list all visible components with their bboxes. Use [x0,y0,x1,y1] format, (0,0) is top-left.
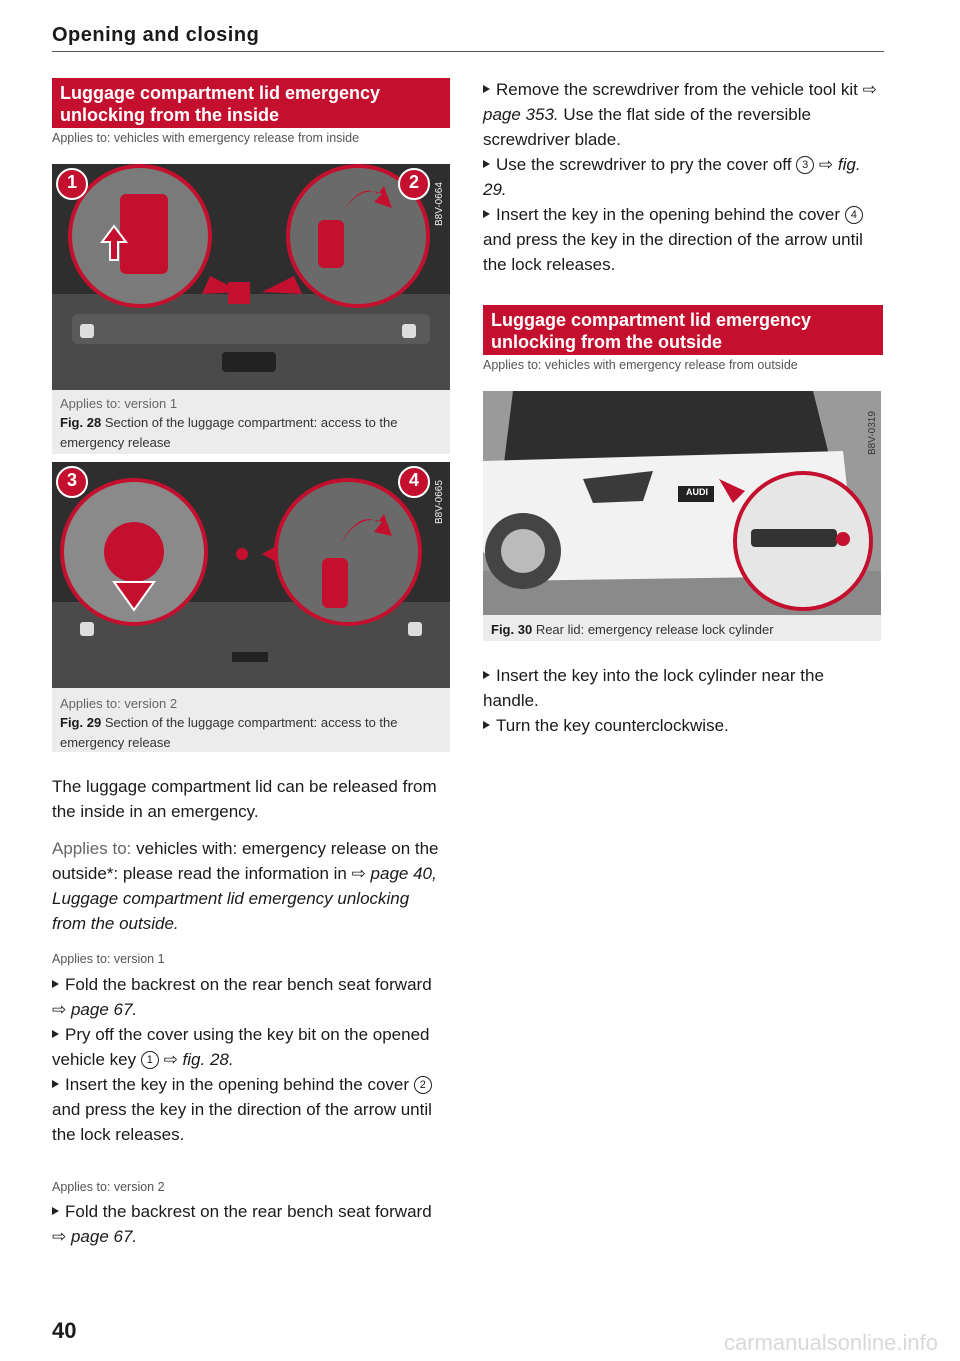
audi-badge: AUDI [686,487,708,497]
figure-28 [52,164,450,454]
figure-28-caption: Fig. 28 Section of the luggage compartment: access to the emergency release [60,415,398,450]
v2-bullet-1: Fold the backrest on the rear bench seat forward ⇨ page 67. [52,1202,432,1246]
v1-bullet-2-ref[interactable]: ⇨ fig. 28. [163,1050,234,1069]
r-bullet-1-ref[interactable]: ⇨ page 353. [483,80,877,124]
bullet-marker [483,671,490,679]
figure-28-code: B8V-0664 [434,182,445,226]
marker-3: 3 [66,470,77,490]
watermark: carmanualsonline.info [723,1330,938,1355]
v1-bullet-3: Insert the key in the opening behind the cover 2 and press the key in the direction of the arrow until the lock releases. [52,1075,432,1144]
figure-30-image [483,391,881,615]
page-number: 40 [52,1318,77,1343]
circled-number-2: 2 [414,1076,432,1094]
figure-28-image [52,164,450,390]
marker-1: 1 [66,172,77,192]
r-bullet-3: Insert the key in the opening behind the cover 4 and press the key in the direction of the arrow until the lock releases. [483,205,863,274]
r-bullet-5: Turn the key counterclockwise. [483,713,881,738]
figure-29-caption: Fig. 29 Section of the luggage compartment: access to the emergency release [60,715,398,750]
bullet-marker [483,85,490,93]
trunk-interior-illustration [52,164,450,390]
section-title-inside: Luggage compartment lid emergency unlocking from the inside [52,78,450,128]
applies-to-outside: Applies to: vehicles with emergency release from outside [483,358,798,372]
v1-bullet-2: Pry off the cover using the key bit on the opened vehicle key 1 ⇨ fig. 28. [52,1025,430,1069]
version-2-label: Applies to: version 2 [52,1180,165,1194]
r-bullet-4: Insert the key into the lock cylinder near the handle. [483,666,824,710]
circled-number-1: 1 [141,1051,159,1069]
v1-bullet-1-ref[interactable]: ⇨ page 67. [52,1000,138,1019]
applies-outside-paragraph: Applies to: vehicles with: emergency release on the outside*: please read the information in ⇨ page 40, Luggage compartment lid emergency unlocking from the outside. [52,839,439,933]
figure-30 [483,391,881,641]
bullet-marker [483,721,490,729]
figure-30-caption: Fig. 30 Rear lid: emergency release lock cylinder [491,622,774,637]
figure-29-applies: Applies to: version 2 [60,696,178,711]
page-header-title: Opening and closing [52,24,260,46]
v1-bullet-1: Fold the backrest on the rear bench seat forward ⇨ page 67. [52,975,432,1019]
figure-29-code: B8V-0665 [434,480,445,524]
marker-2: 2 [408,172,419,192]
bullet-marker [52,1030,59,1038]
bullet-marker [483,160,490,168]
applies-outside-link[interactable]: ⇨ page 40, Luggage compartment lid emergency unlocking from the outside. [52,864,437,933]
trunk-interior-illustration-v2 [52,462,450,688]
r-bullet-2: Use the screwdriver to pry the cover off 3 ⇨ fig. 29. [483,155,861,199]
circled-number-3: 3 [796,156,814,174]
bullet-marker [52,1207,59,1215]
figure-29 [52,462,450,752]
circled-number-4: 4 [845,206,863,224]
intro-text: The luggage compartment lid can be released from the inside in an emergency. [52,777,437,821]
figure-29-image [52,462,450,688]
applies-to-inside: Applies to: vehicles with emergency release from inside [52,131,360,145]
header-divider [52,51,884,52]
bullet-marker [52,980,59,988]
marker-4: 4 [408,470,419,490]
version-1-label: Applies to: version 1 [52,952,165,966]
bullet-marker [483,210,490,218]
bullet-marker [52,1080,59,1088]
r-bullet-2-ref[interactable]: ⇨ fig. 29. [483,155,861,199]
section-title-outside: Luggage compartment lid emergency unlocking from the outside [483,305,883,355]
figure-30-code: B8V-0319 [867,411,878,455]
v2-bullet-1-ref[interactable]: ⇨ page 67. [52,1227,138,1246]
figure-28-applies: Applies to: version 1 [60,396,178,411]
r-bullet-1: Remove the screwdriver from the vehicle tool kit ⇨ page 353. Use the flat side of the reversible screwdriver blade. [483,80,877,149]
car-rear-illustration [483,391,881,615]
